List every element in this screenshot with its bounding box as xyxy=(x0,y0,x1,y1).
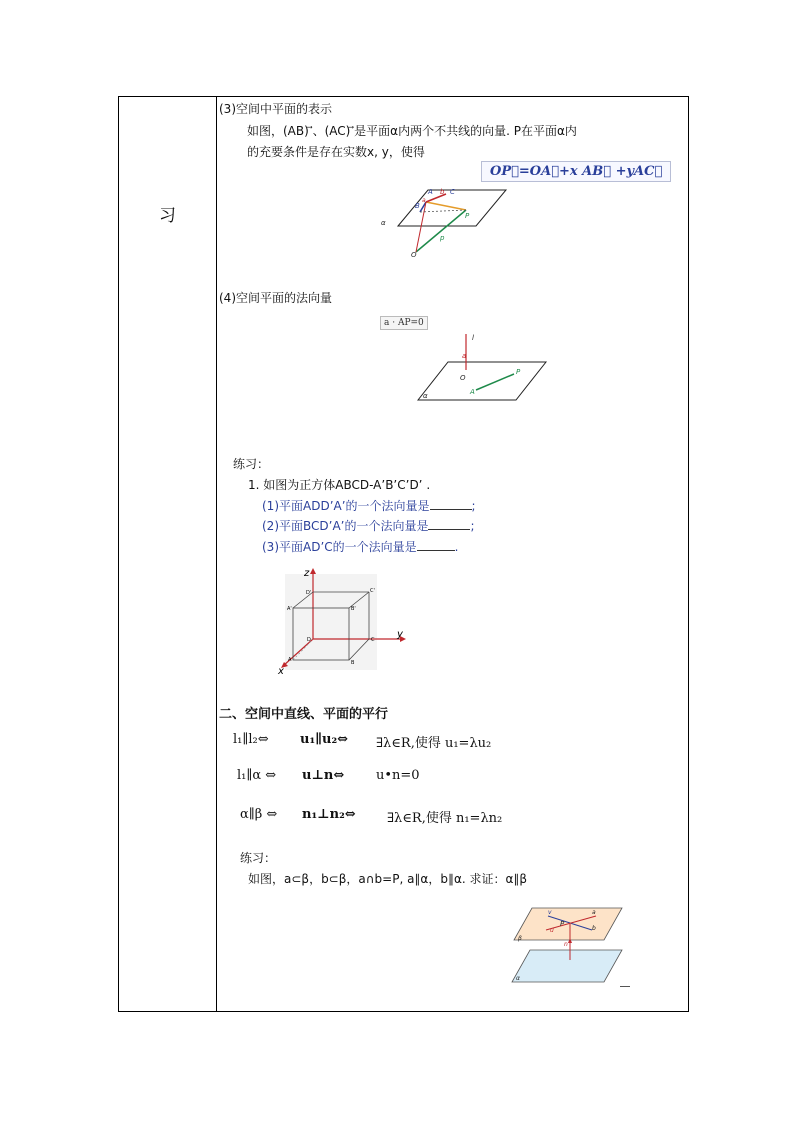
fig1-label-B: B xyxy=(415,202,420,210)
practice2-heading: 练习： xyxy=(240,851,277,865)
fig3-label-n: n xyxy=(564,941,568,948)
parallel-row-3a: α∥β ⇔ xyxy=(240,807,278,822)
parallel-row-1b: u₁∥u₂⇔ xyxy=(300,732,349,747)
practice2-text: 如图，a⊂β，b⊂β，a∩b=P, a∥α，b∥α. 求证：α∥β xyxy=(248,872,528,886)
cube-label-x: x xyxy=(278,666,284,676)
plane-equation: OP⃗=OA⃗+x AB⃗ +yAC⃗ xyxy=(481,161,671,182)
parallel-row-1c: ∃λ∈R,使得 u₁=λu₂ xyxy=(376,736,492,751)
cube-label-D: D xyxy=(307,637,311,643)
fig1-label-p: p xyxy=(440,234,445,242)
parallel-planes-figure xyxy=(508,904,632,990)
cube-label-C1: C' xyxy=(370,588,375,594)
fig1-label-alpha: α xyxy=(381,219,386,227)
cube-figure xyxy=(275,564,410,676)
practice1-q1: (1)平面ADD’A’的一个法向量是 ; xyxy=(262,499,476,513)
cube-label-z: z xyxy=(304,568,310,579)
fig1-label-b: b xyxy=(440,188,445,196)
parallel-row-2a: l₁∥α ⇔ xyxy=(237,768,277,783)
fig2-label-a: a xyxy=(462,352,467,360)
practice1-q3: (3)平面AD’C的一个法向量是 . xyxy=(262,540,459,554)
practice1-q2: (2)平面BCD’A’的一个法向量是 ; xyxy=(262,519,475,533)
cube-label-C: C xyxy=(371,637,375,643)
parallel-row-2c: u•n=0 xyxy=(376,768,420,783)
fig1-label-P: P xyxy=(465,212,470,220)
fig1-label-a: a xyxy=(422,197,426,204)
left-label: 习 xyxy=(159,206,176,226)
fig3-label-b: b xyxy=(592,925,596,932)
cube-label-B: B xyxy=(351,660,355,666)
answer-blank-3[interactable] xyxy=(417,540,455,551)
practice1-item: 1. 如图为正方体ABCD-A’B’C’D’ . xyxy=(248,478,431,492)
parallel-row-2b: u⊥n⇔ xyxy=(302,768,345,783)
section3-line2: 的充要条件是存在实数x, y，使得 xyxy=(247,145,425,159)
fig3-label-beta: β xyxy=(518,935,522,942)
answer-blank-1[interactable] xyxy=(430,499,472,510)
normal-figure xyxy=(416,330,550,404)
section3-line1: 如图，(AB) ⃗、(AC) ⃗是平面α内两个不共线的向量. P在平面α内 xyxy=(247,124,577,138)
fig2-label-P: P xyxy=(516,368,521,376)
practice1-heading: 练习： xyxy=(233,457,270,471)
fig1-label-C: C xyxy=(450,188,455,196)
cube-label-B1: B' xyxy=(351,606,356,612)
section3-title: (3)空间中平面的表示 xyxy=(219,102,332,116)
answer-blank-2[interactable] xyxy=(428,519,470,530)
cube-label-A1: A' xyxy=(287,606,292,612)
section2-title: 二、空间中直线、平面的平行 xyxy=(219,707,389,722)
parallel-row-1a: l₁∥l₂⇔ xyxy=(233,732,269,747)
fig1-label-O: O xyxy=(411,251,417,259)
section4-title: (4)空间平面的法向量 xyxy=(219,291,332,305)
fig3-label-P: P xyxy=(560,920,565,928)
small-dash xyxy=(620,986,630,987)
fig2-label-l: l xyxy=(472,334,474,342)
fig2-label-alpha: α xyxy=(423,392,428,400)
fig2-label-A: A xyxy=(470,388,475,396)
left-column xyxy=(119,97,217,1011)
fig3-label-a: a xyxy=(592,909,596,916)
cube-label-D1: D' xyxy=(306,590,312,596)
fig3-label-alpha: α xyxy=(516,975,520,982)
fig3-label-v: v xyxy=(548,909,552,916)
parallel-row-3c: ∃λ∈R,使得 n₁=λn₂ xyxy=(387,811,503,826)
fig3-label-u: u xyxy=(550,927,554,934)
plane-figure-1 xyxy=(378,182,508,260)
parallel-row-3b: n₁⊥n₂⇔ xyxy=(302,807,356,822)
cube-label-A: A xyxy=(288,657,292,663)
fig1-label-A: A xyxy=(428,188,433,196)
normal-equation: a · AP=0 xyxy=(380,316,428,330)
fig2-label-O: O xyxy=(460,374,466,382)
cube-label-y: y xyxy=(397,629,403,640)
